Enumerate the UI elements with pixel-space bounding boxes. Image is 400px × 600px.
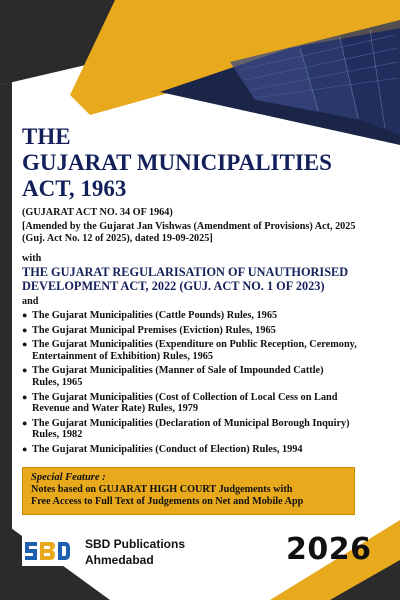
title-line-1: THE [22, 124, 71, 149]
bullet-icon: ● [22, 443, 28, 454]
rule-item: ● The Gujarat Municipalities (Expenditure on Public Reception, Ceremony, Entertainment of Exhibition) Rules, 1965 [22, 339, 357, 362]
special-feature-line-1: Notes based on GUJARAT HIGH COURT Judgements with [31, 484, 293, 495]
bullet-icon: ● [22, 417, 28, 428]
bullet-icon: ● [22, 310, 28, 320]
rule-item: ● The Gujarat Municipal Premises (Eviction) Rules, 1965 [22, 324, 276, 336]
special-feature-box [22, 467, 355, 515]
rule-item: ● The Gujarat Municipalities (Manner of Sale of Impounded Cattle) Rules, 1965 [22, 365, 324, 388]
bullet-icon: ● [22, 339, 28, 350]
title-line-2: GUJARAT MUNICIPALITIES [22, 150, 332, 175]
with-label: with [22, 253, 42, 264]
publisher-city: Ahmedabad [85, 553, 154, 567]
special-feature-line-2: Free Access to Full Text of Judgements on Net and Mobile App [31, 496, 304, 507]
act-number: (GUJARAT ACT NO. 34 OF 1964) [22, 207, 173, 218]
rule-item: ● The Gujarat Municipalities (Cattle Pounds) Rules, 1965 [22, 310, 278, 321]
regularisation-title [22, 265, 348, 293]
and-label: and [22, 296, 39, 307]
sbd-logo [22, 536, 72, 566]
title-block [22, 124, 332, 202]
left-dark-strip [0, 82, 12, 590]
edition-year: 2026 [286, 532, 372, 567]
amended-line-2: (Guj. Act No. 12 of 2025), dated 19-09-2025] [22, 233, 213, 244]
regularisation-line-2: DEVELOPMENT ACT, 2022 (GUJ. ACT NO. 1 OF 2023) [22, 279, 325, 293]
bullet-icon: ● [22, 391, 28, 402]
amended-line-1: [Amended by the Gujarat Jan Vishwas (Amendment of Provisions) Act, 2025 [22, 221, 356, 232]
publisher [85, 536, 185, 568]
bullet-icon: ● [22, 365, 28, 376]
rule-item: ● The Gujarat Municipalities (Conduct of Election) Rules, 1994 [22, 443, 303, 455]
bullet-icon: ● [22, 324, 28, 335]
title-line-3: ACT, 1963 [22, 176, 127, 201]
rule-item: ● The Gujarat Municipalities (Declaration of Municipal Borough Inquiry) Rules, 1982 [22, 417, 350, 441]
rules-list [22, 310, 362, 459]
regularisation-line-1: THE GUJARAT REGULARISATION OF UNAUTHORISED [22, 265, 349, 279]
rule-item: ● The Gujarat Municipalities (Cost of Collection of Local Cess on Land Revenue and Water Rate) Rules, 1979 [22, 391, 338, 415]
special-feature-title: Special Feature : [31, 472, 106, 483]
publisher-name: SBD Publications [85, 537, 186, 551]
